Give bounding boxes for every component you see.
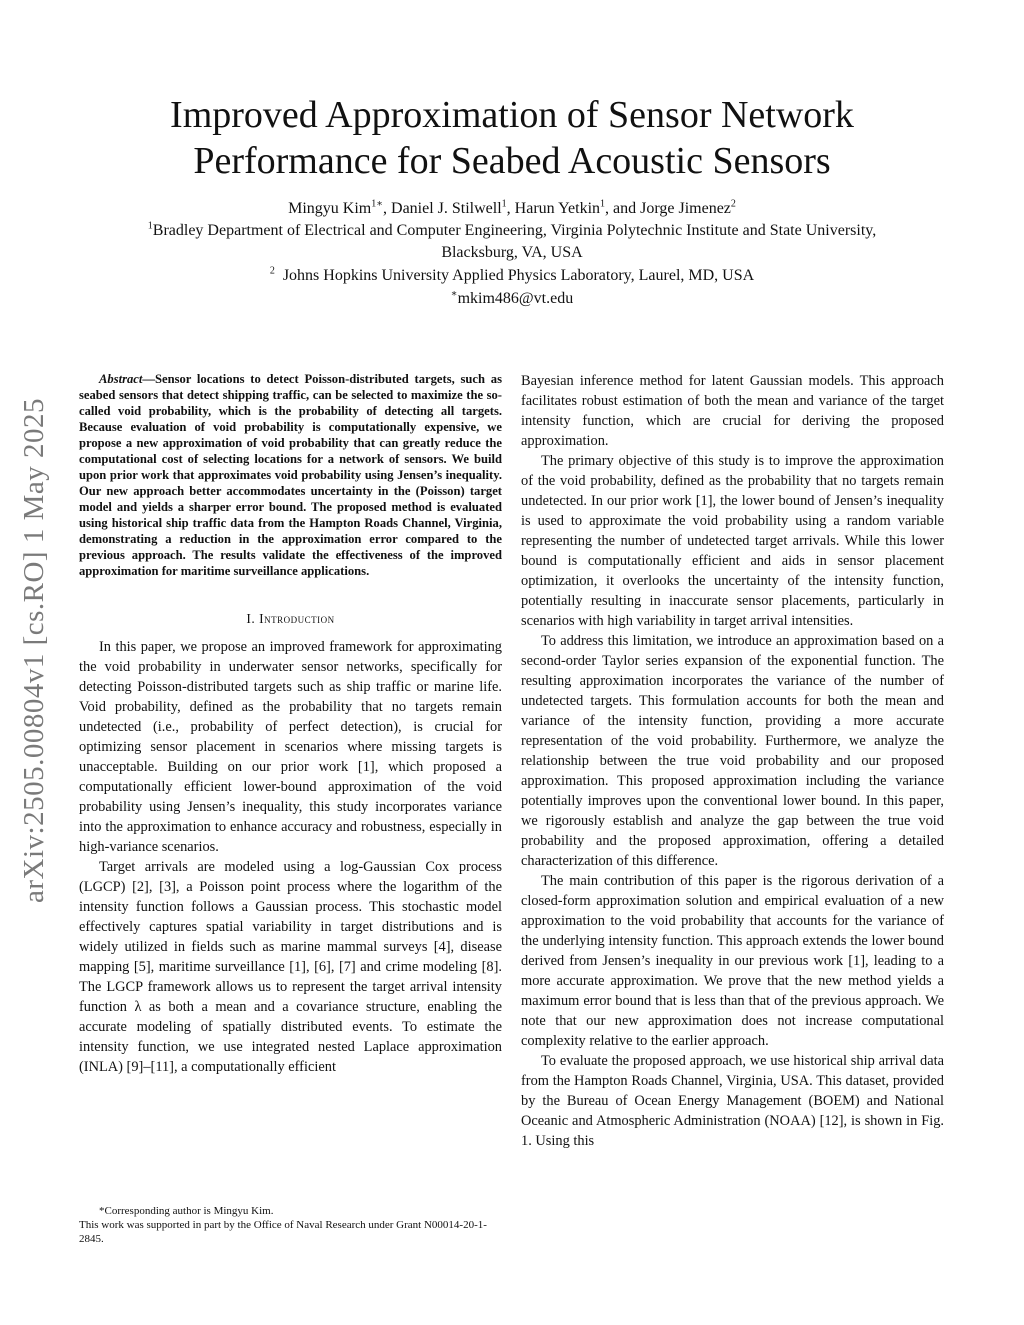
section-number: I. [246, 611, 260, 626]
body-paragraph: In this paper, we propose an improved framework for approximating the void probability in underwater sensor networks, specifically for detecting Poisson-distributed targets such as ship traffic or marine life. Void probability, defined as the probability that no targets remain undetected (i.e., probability of perfect detection), is crucial for optimizing sensor placement in scenarios where missing targets is unacceptable. Building on our prior work [1], which proposed a computationally efficient lower-bound approximation of the void probability using Jensen’s inequality, this study incorporates variance into the approximation to enhance accuracy and robustness, especially in high-variance scenarios. [79, 639, 502, 855]
abstract [79, 371, 502, 579]
body-paragraph: The main contribution of this paper is the rigorous derivation of a closed-form approximation solution and empirical evaluation of a new approximation to the void probability that accounts for the variance of the underlying intensity function. This approach extends the lower bound derived from Jensen’s inequality in our previous work [1], leading to a more accurate approximation. We prove that the new method yields a maximum error bound that is less than that of the previous approach. We note that our new approximation does not increase computational complexity relative to the earlier approach. [521, 873, 944, 1049]
arxiv-stamp [12, 350, 56, 950]
affiliation-1 [70, 220, 954, 264]
section-heading-introduction [79, 611, 502, 627]
abstract-text: —Sensor locations to detect Poisson-distributed targets, such as seabed sensors that detect shipping traffic, can be selected to maximize the so-called void probability, which is the probability of detecting all targets. Because evaluation of void probability is computationally expensive, we propose a new approximation of void probability that can greatly reduce the computational cost of selecting locations for a network of sensors. We build upon prior work that approximates void probability using Jensen’s inequality. Our new approach better accommodates uncertainty in the (Poisson) target model and yields a sharper error bound. The proposed method is evaluated using historical ship traffic data from the Hampton Roads Channel, Virginia, demonstrating a reduction in the approximation error compared to the previous approach. The results validate the effectiveness of the improved approximation for maritime surveillance applications. [79, 372, 502, 578]
body-paragraph: To address this limitation, we introduce an approximation based on a second-order Taylor series expansion of the exponential function. The resulting approximation incorporates the variance of the number of undetected targets. This formulation accounts for both the mean and variance of the intensity function, providing a more accurate representation of the void probability. Furthermore, we analyze the relationship between the true void probability and our proposed approximation. This proposed approximation including the variance potentially improves upon the conventional lower bound. In this paper, we rigorously establish and analyze the gap between the true void probability and the proposed approximation, offering a detailed characterization of this difference. [521, 633, 944, 869]
email-address: mkim486@vt.edu [457, 290, 574, 307]
author-name: , Daniel J. Stilwell [383, 200, 502, 217]
author-name: , and Jorge Jimenez [605, 200, 731, 217]
author-sup: 1 [600, 198, 606, 210]
author-name: , Harun Yetkin [506, 200, 601, 217]
affiliation-text: Blacksburg, VA, USA [441, 244, 583, 261]
footnotes [79, 1204, 502, 1246]
contact-email [70, 288, 954, 310]
abstract-label: Abstract [99, 372, 143, 386]
affiliation-text: Johns Hopkins University Applied Physics Laboratory, Laurel, MD, USA [282, 267, 755, 284]
body-paragraph: To evaluate the proposed approach, we use historical ship arrival data from the Hampton Roads Channel, Virginia, USA. This dataset, provided by the Bureau of Ocean Energy Management (BOEM) and National Oceanic and Atmospheric Administration (NOAA) [12], is shown in Fig. 1. Using this [521, 1053, 944, 1149]
left-column [79, 371, 502, 1077]
email-sup: ∗ [450, 288, 458, 300]
footnote-funding: This work was supported in part by the Office of Naval Research under Grant N00014-20-1-2845. [79, 1219, 487, 1245]
title-line-2: Performance for Seabed Acoustic Sensors [193, 140, 831, 182]
section-title: Introduction [259, 611, 335, 626]
body-paragraph: Bayesian inference method for latent Gaussian models. This approach facilitates robust estimation of both the mean and variance of the target intensity function, which are crucial for deriving the proposed approximation. [521, 373, 944, 449]
author-sup: 1∗ [371, 198, 384, 210]
footnote-corresponding-author: *Corresponding author is Mingyu Kim. [99, 1205, 274, 1217]
affiliation-text: Bradley Department of Electrical and Computer Engineering, Virginia Polytechnic Institute and State University, [152, 222, 877, 239]
affiliation-sup: 1 [147, 220, 153, 232]
affiliation-2 [70, 265, 954, 287]
author-sup: 2 [730, 198, 736, 210]
arxiv-identifier: arXiv:2505.00804v1 [cs.RO] 1 May 2025 [17, 397, 50, 903]
author-name: Mingyu Kim [288, 200, 372, 217]
author-sup: 1 [501, 198, 507, 210]
author-list [70, 198, 954, 220]
paper-title [100, 92, 924, 184]
body-paragraph: Target arrivals are modeled using a log-Gaussian Cox process (LGCP) [2], [3], a Poisson point process where the logarithm of the intensity function follows a Gaussian process. This stochastic model effectively captures spatial variability in target distributions and is widely utilized in fields such as marine mammal surveys [4], disease mapping [5], maritime surveillance [1], [6], [7] and crime modeling [8]. The LGCP framework allows us to represent the target arrival intensity function λ as both a mean and a covariance structure, enabling the accurate modeling of spatially distributed events. To estimate the intensity function, we use integrated nested Laplace approximation (INLA) [9]–[11], a computationally efficient [79, 859, 502, 1075]
affiliation-sup: 2 [269, 265, 275, 277]
title-line-1: Improved Approximation of Sensor Network [170, 94, 854, 136]
body-paragraph: The primary objective of this study is to improve the approximation of the void probability, defined as the probability that no targets remain undetected. In our prior work [1], the lower bound of Jensen’s inequality is used to approximate the void probability using a random variable representing the number of undetected target arrivals. While this lower bound is computationally efficient and aids in sensor placement optimization, it overlooks the uncertainty of the intensity function, potentially resulting in inaccurate sensor placements, particularly in scenarios with high variability in target arrival intensities. [521, 453, 944, 629]
right-column [521, 371, 944, 1151]
